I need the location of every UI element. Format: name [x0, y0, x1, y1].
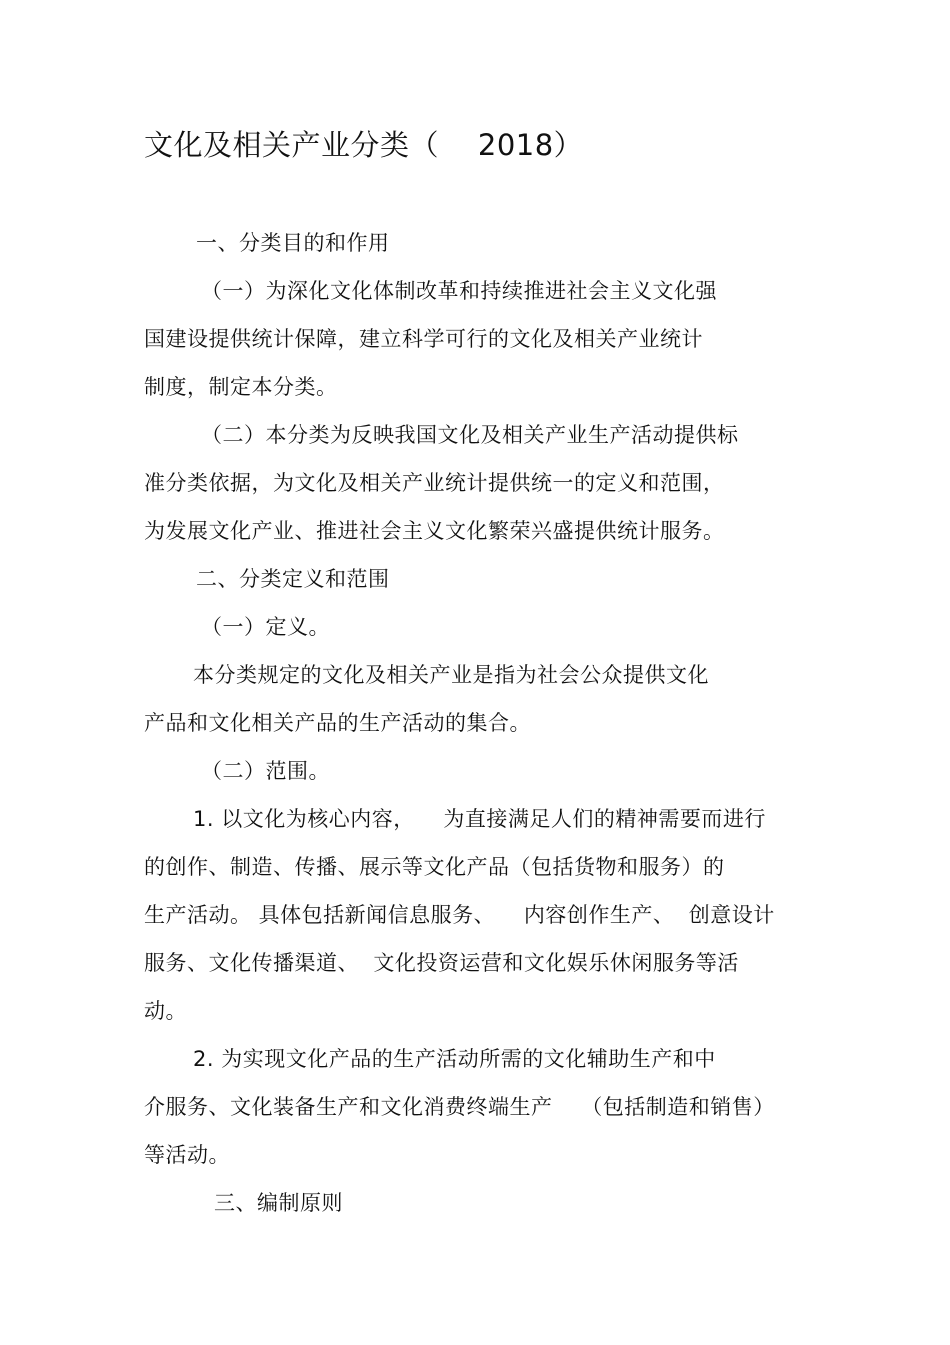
- paragraph-line: 制度，制定本分类。: [144, 375, 338, 399]
- paragraph-line: 为发展文化产业、推进社会主义文化繁荣兴盛提供统计服务。: [144, 519, 725, 543]
- paragraph-line: 国建设提供统计保障，建立科学可行的文化及相关产业统计: [144, 327, 703, 351]
- list-item-2: 2. 为实现文化产品的生产活动所需的文化辅助生产和中: [193, 1047, 716, 1071]
- subsection-heading: （二）范围。: [201, 759, 330, 783]
- list-item-1: 1. 以文化为核心内容， 为直接满足人们的精神需要而进行: [193, 807, 766, 831]
- paragraph-line: 介服务、文化装备生产和文化消费终端生产 （包括制造和销售）: [144, 1095, 775, 1119]
- paragraph-line: 本分类规定的文化及相关产业是指为社会公众提供文化: [193, 663, 709, 687]
- section-heading-1: 一、分类目的和作用: [196, 231, 390, 255]
- paragraph-line: 准分类依据，为文化及相关产业统计提供统一的定义和范围，: [144, 471, 725, 495]
- paragraph-line: 生产活动。 具体包括新闻信息服务、 内容创作生产、 创意设计: [144, 903, 775, 927]
- paragraph-line: 服务、文化传播渠道、 文化投资运营和文化娱乐休闲服务等活: [144, 951, 739, 975]
- document-title: 文化及相关产业分类（ 2018）: [144, 128, 584, 162]
- paragraph-line: 动。: [144, 999, 187, 1023]
- paragraph-line: 等活动。: [144, 1143, 230, 1167]
- subsection-heading: （一）定义。: [201, 615, 330, 639]
- paragraph-line: （二）本分类为反映我国文化及相关产业生产活动提供标: [201, 423, 739, 447]
- paragraph-line: 的创作、制造、传播、展示等文化产品（包括货物和服务）的: [144, 855, 725, 879]
- paragraph-line: 产品和文化相关产品的生产活动的集合。: [144, 711, 531, 735]
- section-heading-2: 二、分类定义和范围: [196, 567, 390, 591]
- section-heading-3: 三、编制原则: [214, 1191, 343, 1215]
- paragraph-line: （一）为深化文化体制改革和持续推进社会主义文化强: [201, 279, 717, 303]
